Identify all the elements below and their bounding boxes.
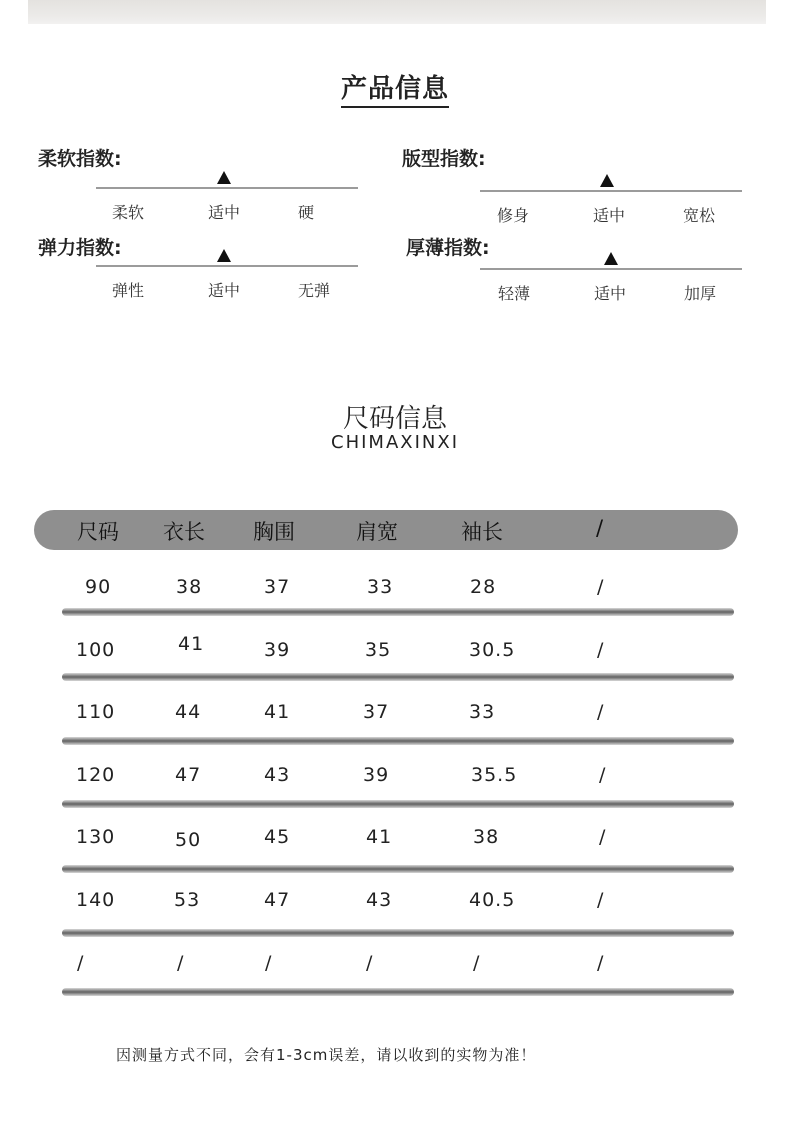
triangle-up-icon (600, 174, 614, 187)
table-cell: 35.5 (471, 764, 518, 786)
header-sleeve: 袖长 (461, 520, 503, 544)
row-separator (62, 988, 734, 996)
header-size: 尺码 (77, 520, 119, 544)
row-separator (62, 865, 734, 873)
thickness-option-thick: 加厚 (684, 284, 717, 303)
table-cell: 40.5 (469, 889, 516, 911)
table-cell: 90 (85, 576, 112, 598)
fit-index-scale (480, 190, 742, 192)
elasticity-option-medium: 适中 (208, 281, 241, 300)
table-cell: 140 (76, 889, 116, 911)
size-info-title: 尺码信息 (342, 404, 447, 434)
softness-index-label: 柔软指数: (38, 148, 122, 170)
table-cell: / (597, 701, 605, 723)
table-cell: 35 (365, 639, 392, 661)
softness-index-scale (96, 187, 358, 189)
elasticity-index-label: 弹力指数: (38, 237, 122, 259)
table-cell: 100 (76, 639, 116, 661)
softness-option-medium: 适中 (208, 203, 241, 222)
table-cell: / (599, 764, 607, 786)
table-cell: 38 (176, 576, 203, 598)
row-separator (62, 608, 734, 616)
table-cell: 44 (175, 701, 202, 723)
triangle-up-icon (604, 252, 618, 265)
thickness-option-medium: 适中 (594, 284, 627, 303)
measurement-note: 因测量方式不同，会有1-3cm误差，请以收到的实物为准！ (116, 1046, 537, 1064)
table-cell: / (366, 952, 374, 974)
elasticity-option-none: 无弹 (298, 281, 331, 300)
row-separator (62, 737, 734, 745)
row-separator (62, 673, 734, 681)
table-cell: 43 (264, 764, 291, 786)
row-separator (62, 800, 734, 808)
table-cell: 47 (175, 764, 202, 786)
product-info-title: 产品信息 (0, 68, 790, 105)
table-cell: / (597, 889, 605, 911)
table-cell: 38 (473, 826, 500, 848)
table-cell: 120 (76, 764, 116, 786)
table-cell: / (597, 639, 605, 661)
fit-option-medium: 适中 (593, 206, 626, 225)
fit-option-slim: 修身 (497, 206, 530, 225)
thickness-index-label: 厚薄指数: (406, 237, 490, 259)
fit-index-label: 版型指数: (402, 148, 486, 170)
table-cell: 30.5 (469, 639, 516, 661)
size-info-subtitle: CHIMAXINXI (331, 432, 459, 453)
table-cell: 110 (76, 701, 116, 723)
table-cell: / (177, 952, 185, 974)
triangle-up-icon (217, 171, 231, 184)
table-cell: / (599, 826, 607, 848)
table-cell: 41 (178, 633, 205, 655)
table-cell: 37 (363, 701, 390, 723)
table-cell: 41 (264, 701, 291, 723)
table-cell: 28 (470, 576, 497, 598)
header-chest: 胸围 (253, 520, 295, 544)
table-cell: 39 (264, 639, 291, 661)
top-image-strip (28, 0, 766, 24)
table-cell: 33 (469, 701, 496, 723)
softness-option-soft: 柔软 (112, 203, 145, 222)
header-extra: / (596, 516, 604, 540)
elasticity-index-scale (96, 265, 358, 267)
header-length: 衣长 (163, 520, 205, 544)
table-cell: 43 (366, 889, 393, 911)
table-cell: 47 (264, 889, 291, 911)
table-cell: 50 (175, 829, 202, 851)
table-cell: 33 (367, 576, 394, 598)
row-separator (62, 929, 734, 937)
table-cell: 45 (264, 826, 291, 848)
table-cell: 37 (264, 576, 291, 598)
table-cell: 130 (76, 826, 116, 848)
thickness-index-scale (480, 268, 742, 270)
elasticity-option-elastic: 弹性 (112, 281, 145, 300)
table-cell: / (265, 952, 273, 974)
fit-option-loose: 宽松 (683, 206, 716, 225)
table-cell: / (77, 952, 85, 974)
table-cell: / (597, 576, 605, 598)
triangle-up-icon (217, 249, 231, 262)
table-cell: 41 (366, 826, 393, 848)
table-cell: / (473, 952, 481, 974)
table-cell: 53 (174, 889, 201, 911)
table-cell: 39 (363, 764, 390, 786)
thickness-option-thin: 轻薄 (498, 284, 531, 303)
header-shoulder: 肩宽 (356, 520, 398, 544)
softness-option-hard: 硬 (298, 203, 315, 222)
table-cell: / (597, 952, 605, 974)
